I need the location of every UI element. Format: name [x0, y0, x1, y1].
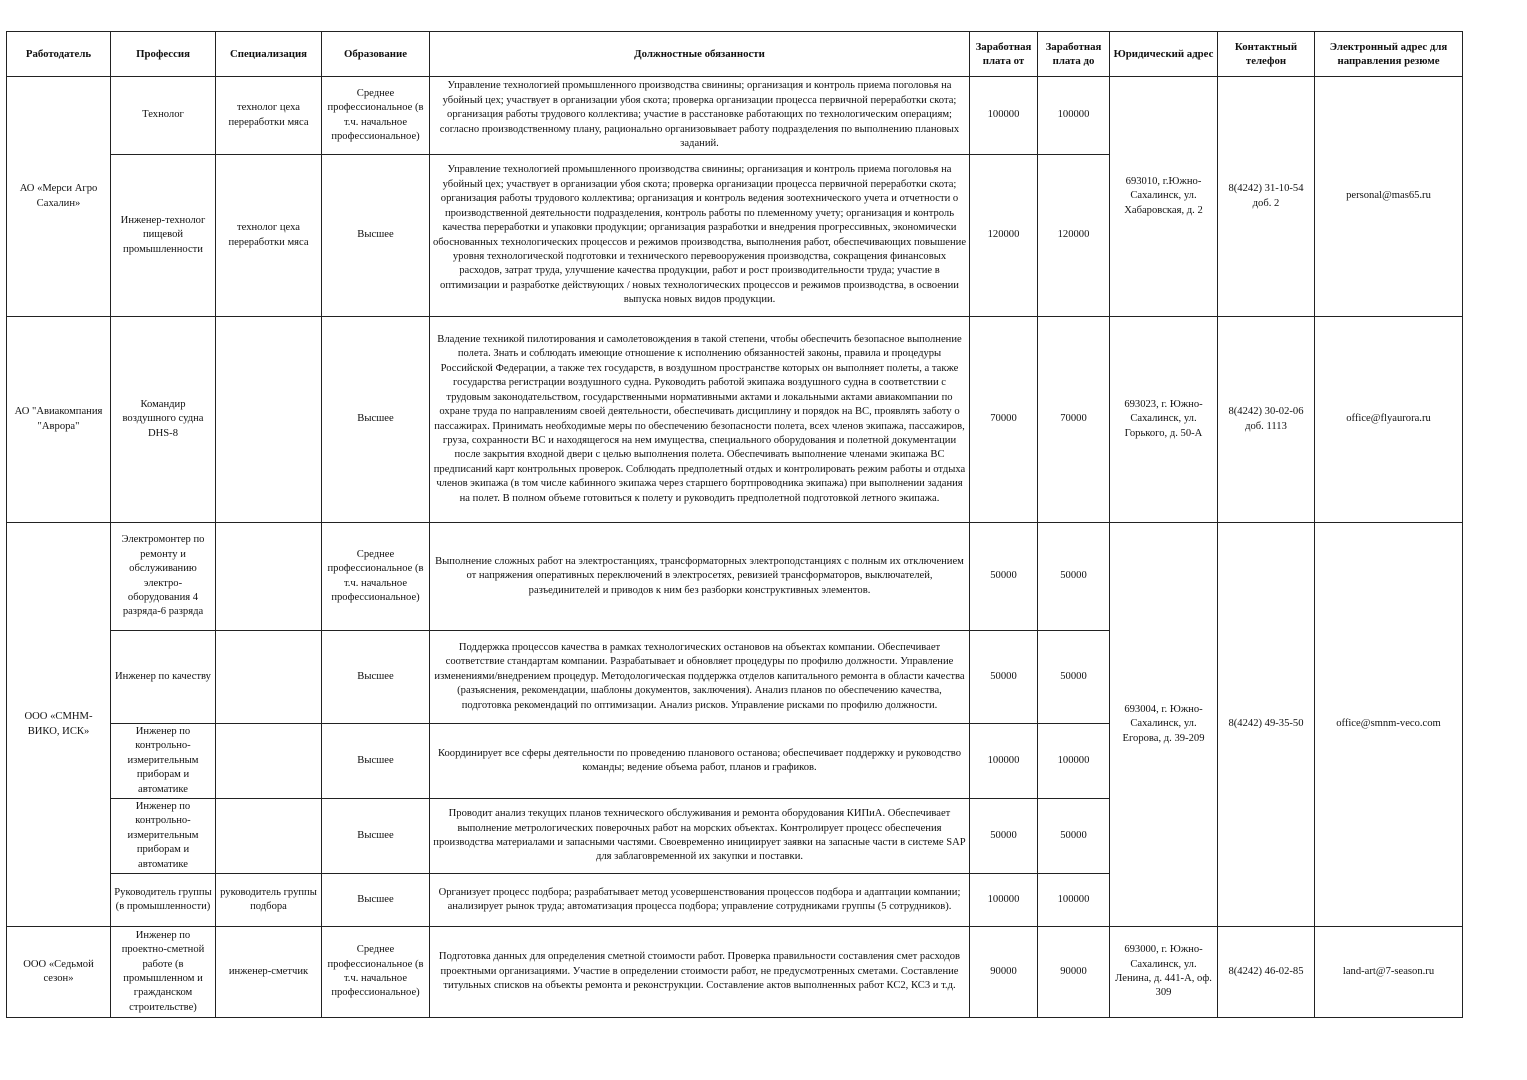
phone-cell: 8(4242) 31-10-54 доб. 2	[1218, 77, 1315, 317]
address-cell: 693010, г.Южно-Сахалинск, ул. Хабаровская, д. 2	[1110, 77, 1218, 317]
phone-cell: 8(4242) 46-02-85	[1218, 927, 1315, 1018]
profession-cell: Инженер-технолог пищевой промышленности	[111, 155, 216, 317]
salary-from-cell: 50000	[970, 631, 1038, 724]
specialization-cell: инженер-сметчик	[216, 927, 322, 1018]
employer-cell: ООО «Седьмой сезон»	[7, 927, 111, 1018]
salary-from-cell: 100000	[970, 874, 1038, 927]
email-cell: land-art@7-season.ru	[1315, 927, 1463, 1018]
header-salary-from: Заработная плата от	[970, 32, 1038, 77]
table-row	[7, 317, 1463, 523]
salary-to-cell: 100000	[1038, 874, 1110, 927]
vacancies-table	[6, 31, 1463, 1018]
salary-to-cell: 50000	[1038, 799, 1110, 874]
table-row	[7, 927, 1463, 1018]
duties-cell: Подготовка данных для определения сметной стоимости работ. Проверка правильности составления смет расходов проектными организациями. Участие в определении стоимости работ, не предусмотренных сметами. Составление титульных списков на объекты ремонта и реконструкции. Составление актов выполненных работ КС2, КС3 и т.д.	[430, 927, 970, 1018]
education-cell: Среднее профессиональное (в т.ч. начальное профессиональное)	[322, 927, 430, 1018]
phone-cell: 8(4242) 30-02-06 доб. 1113	[1218, 317, 1315, 523]
address-cell: 693023, г. Южно-Сахалинск, ул. Горького, д. 50-А	[1110, 317, 1218, 523]
specialization-cell	[216, 523, 322, 631]
header-salary-to: Заработная плата до	[1038, 32, 1110, 77]
duties-cell: Проводит анализ текущих планов технического обслуживания и ремонта оборудования КИПиА. Обеспечивает выполнение метрологических поверочных работ на морских объектах. Контролирует процесс обеспечения производства материалами и запасными частями. Своевременно инициирует заявки на запасные части в системе SAP для заблаговременной их закупки и поставки.	[430, 799, 970, 874]
table-row	[7, 77, 1463, 155]
header-phone: Контактный телефон	[1218, 32, 1315, 77]
education-cell: Высшее	[322, 155, 430, 317]
salary-from-cell: 50000	[970, 523, 1038, 631]
profession-cell: Руководитель группы (в промышленности)	[111, 874, 216, 927]
salary-to-cell: 120000	[1038, 155, 1110, 317]
duties-cell: Поддержка процессов качества в рамках технологических остановов на объектах компании. Обеспечивает соответствие стандартам компании. Разрабатывает и обновляет процедуры по профилю должности. Управление изменениями/внедрением процедур. Методологическая поддержка отделов капитального ремонта в области качества (разъяснения, рекомендации, шаблоны документов, заключения). Анализ планов по обеспечению качества, подготовка рекомендаций по оптимизации. Анализ рисков. Управление рисками по профилю должности.	[430, 631, 970, 724]
address-cell: 693000, г. Южно-Сахалинск, ул. Ленина, д. 441-А, оф. 309	[1110, 927, 1218, 1018]
education-cell: Высшее	[322, 631, 430, 724]
education-cell: Высшее	[322, 799, 430, 874]
salary-to-cell: 50000	[1038, 523, 1110, 631]
profession-cell: Электромонтер по ремонту и обслуживанию электро-оборудования 4 разряда-6 разряда	[111, 523, 216, 631]
specialization-cell	[216, 799, 322, 874]
address-cell: 693004, г. Южно-Сахалинск, ул. Егорова, д. 39-209	[1110, 523, 1218, 927]
specialization-cell: технолог цеха переработки мяса	[216, 155, 322, 317]
header-address: Юридический адрес	[1110, 32, 1218, 77]
profession-cell: Командир воздушного судна DHS-8	[111, 317, 216, 523]
salary-to-cell: 90000	[1038, 927, 1110, 1018]
profession-cell: Инженер по проектно-сметной работе (в промышленном и гражданском строительстве)	[111, 927, 216, 1018]
specialization-cell: руководитель группы подбора	[216, 874, 322, 927]
email-cell: office@smnm-veco.com	[1315, 523, 1463, 927]
education-cell: Среднее профессиональное (в т.ч. начальное профессиональное)	[322, 77, 430, 155]
specialization-cell	[216, 317, 322, 523]
header-education: Образование	[322, 32, 430, 77]
header-email: Электронный адрес для направления резюме	[1315, 32, 1463, 77]
salary-from-cell: 50000	[970, 799, 1038, 874]
profession-cell: Технолог	[111, 77, 216, 155]
specialization-cell	[216, 631, 322, 724]
header-row	[7, 32, 1463, 77]
header-profession: Профессия	[111, 32, 216, 77]
profession-cell: Инженер по контрольно-измерительным приборам и автоматике	[111, 799, 216, 874]
salary-from-cell: 120000	[970, 155, 1038, 317]
phone-cell: 8(4242) 49-35-50	[1218, 523, 1315, 927]
duties-cell: Выполнение сложных работ на электростанциях, трансформаторных электроподстанциях с полным их отключением от напряжения оперативных переключений в электросетях, ревизией трансформаторов, выключателей, разъединителей и приводов к ним без разборки конструктивных элементов.	[430, 523, 970, 631]
salary-to-cell: 50000	[1038, 631, 1110, 724]
email-cell: personal@mas65.ru	[1315, 77, 1463, 317]
education-cell: Высшее	[322, 874, 430, 927]
salary-to-cell: 100000	[1038, 724, 1110, 799]
email-cell: office@flyaurora.ru	[1315, 317, 1463, 523]
employer-cell: ООО «СМНМ-ВИКО, ИСК»	[7, 523, 111, 927]
duties-cell: Управление технологией промышленного производства свинины; организация и контроль приема поголовья на убойный цех; участвует в организации убоя скота; проверка организации процесса первичной переработки скота; организация работы трудового коллектива; участие в расстановке работающих по технологическим операциям; согласно производственному плану, рационально организовывает работу подразделения по выполнению плановых заданий.	[430, 77, 970, 155]
profession-cell: Инженер по качеству	[111, 631, 216, 724]
duties-cell: Организует процесс подбора; разрабатывает метод усовершенствования процессов подбора и адаптации компании; анализирует рынок труда; автоматизация процесса подбора; управление сотрудниками группы (5 сотрудников).	[430, 874, 970, 927]
salary-from-cell: 90000	[970, 927, 1038, 1018]
profession-cell: Инженер по контрольно-измерительным приборам и автоматике	[111, 724, 216, 799]
duties-cell: Координирует все сферы деятельности по проведению планового останова; обеспечивает поддержку и руководство команды; ведение объема работ, планов и графиков.	[430, 724, 970, 799]
duties-cell: Управление технологией промышленного производства свинины; организация и контроль приема поголовья на убойный цех; участвует в организации убоя скота; проверка организации процесса первичной переработки скота; организация работы трудового коллектива; организация и контроль ведения зоотехнического учета и отчетности о производственной деятельности подразделения, контроль работы по племенному учету; организация и контроль качества переработки и упаковки продукции; организация разработки и внедрения прогрессивных, экономически обоснованных технологических процессов и режимов производства, выполнения работ, обеспечивающих повышение уровня технологической подготовки и технического перевооружения производства, сокращения финансовых расходов, затрат труда, улучшение качества продукции, работ и рост производительности труда; участие в оптимизации и разработке действующих / новых технологических процессов и режимов производства, в освоении выпуска новых видов продукции.	[430, 155, 970, 317]
salary-from-cell: 70000	[970, 317, 1038, 523]
header-specialization: Специализация	[216, 32, 322, 77]
salary-from-cell: 100000	[970, 77, 1038, 155]
header-employer: Работодатель	[7, 32, 111, 77]
employer-cell: АО "Авиакомпания "Аврора"	[7, 317, 111, 523]
salary-to-cell: 100000	[1038, 77, 1110, 155]
education-cell: Среднее профессиональное (в т.ч. начальное профессиональное)	[322, 523, 430, 631]
duties-cell: Владение техникой пилотирования и самолетовождения в такой степени, чтобы обеспечить безопасное выполнение полета. Знать и соблюдать имеющие отношение к исполнению обязанностей законы, правила и процедуры Российской Федерации, а также тех государств, в воздушном пространстве которых он выполняет полеты, а также государства регистрации воздушного судна. Руководить работой экипажа воздушного судна в соответствии с трудовым законодательством, государственными нормативными актами и локальными актами авиакомпании по охране труда по направлениям своей деятельности, обеспечивать дисциплину и порядок на ВС, проявлять заботу о пассажирах. Принимать необходимые меры по обеспечению безопасности полета, всех членов экипажа, пассажиров, груза, сохранности ВС и находящегося на нем имущества, специального оборудования и полетной документации после закрытия входной двери с целью выполнения полета. Обеспечивать выполнение членами экипажа ВС предписаний карт контрольных проверок. Соблюдать предполетный отдых и контролировать режим работы и отдыха членов экипажа (в том числе кабинного экипажа через старшего бортпроводника экипажа) при выполнении задания на полет. В полном объеме готовиться к полету и руководить предполетной подготовкой летного экипажа.	[430, 317, 970, 523]
specialization-cell: технолог цеха переработки мяса	[216, 77, 322, 155]
salary-to-cell: 70000	[1038, 317, 1110, 523]
education-cell: Высшее	[322, 317, 430, 523]
education-cell: Высшее	[322, 724, 430, 799]
employer-cell: АО «Мерси Агро Сахалин»	[7, 77, 111, 317]
header-duties: Должностные обязанности	[430, 32, 970, 77]
salary-from-cell: 100000	[970, 724, 1038, 799]
specialization-cell	[216, 724, 322, 799]
table-row	[7, 523, 1463, 631]
